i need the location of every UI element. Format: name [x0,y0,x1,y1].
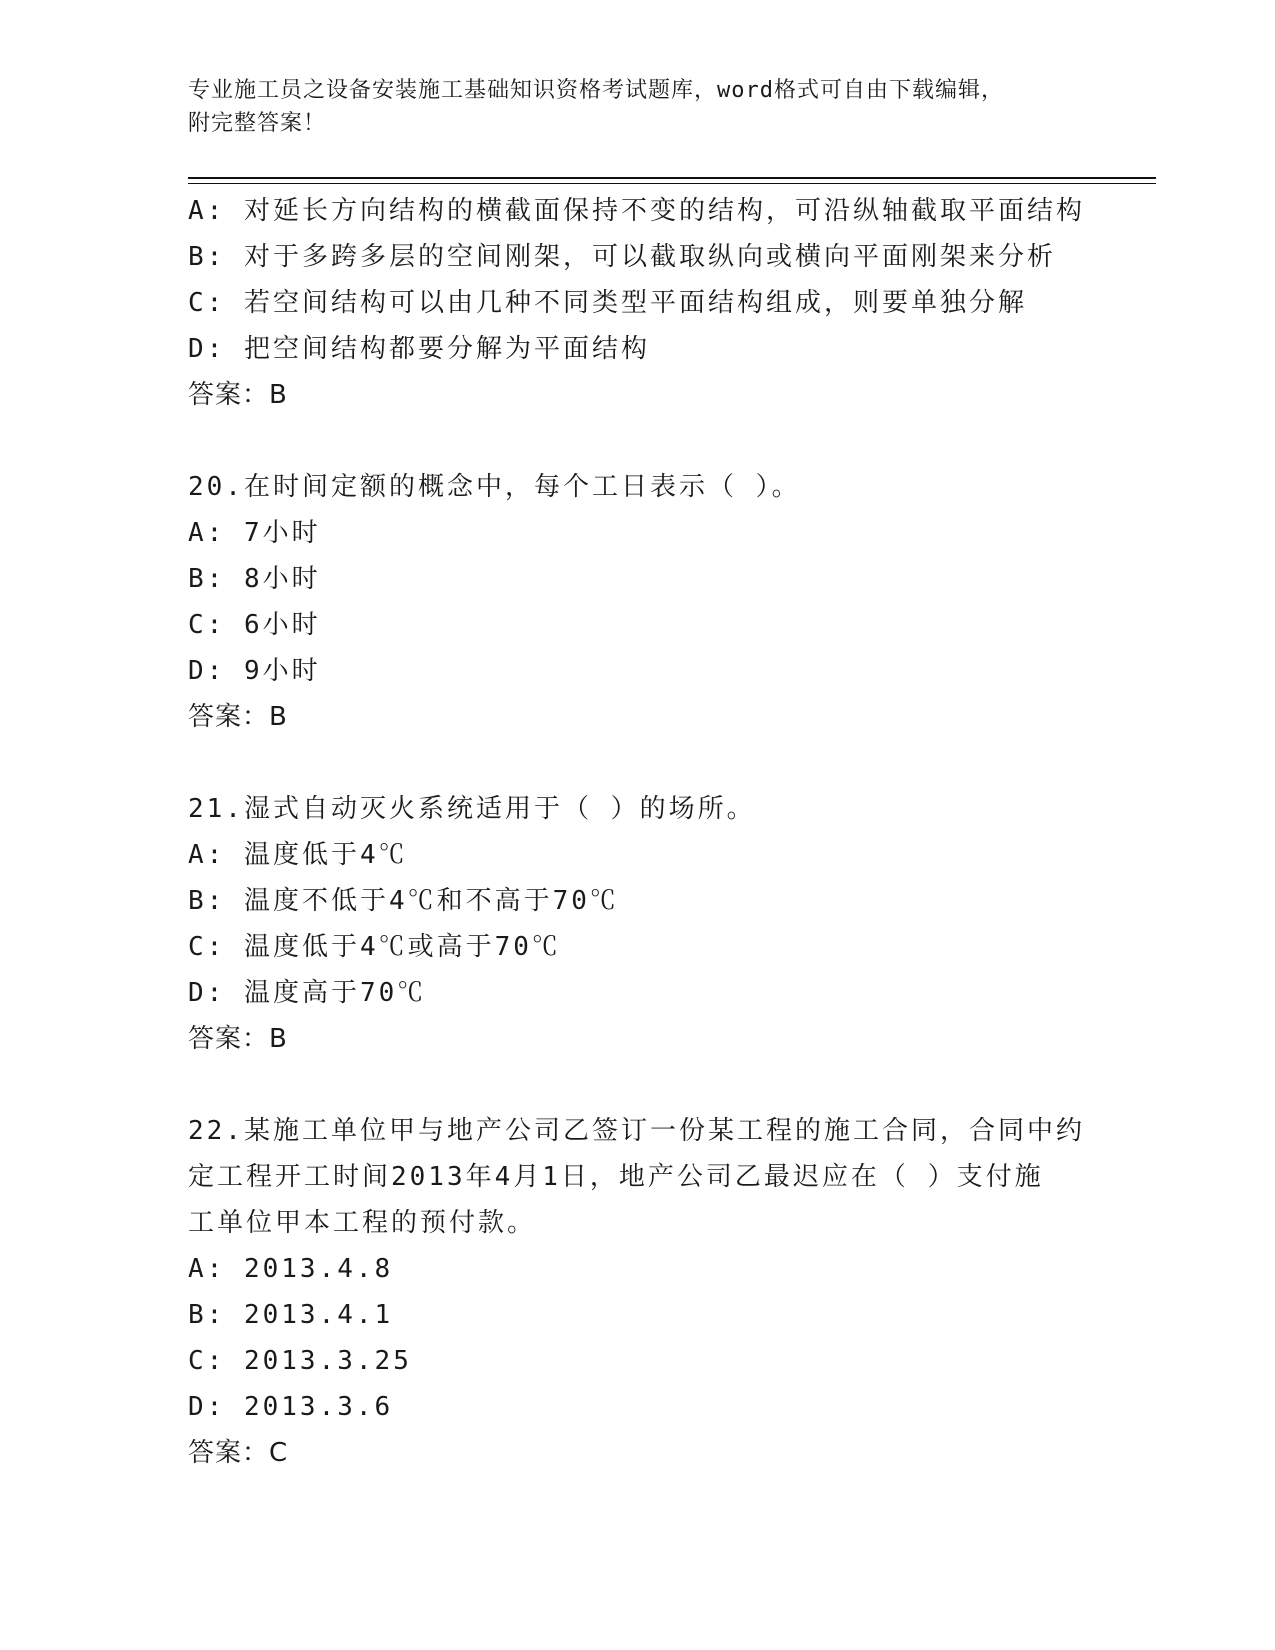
option-b [188,878,1088,924]
option-text: 2013.3.6 [243,1392,394,1422]
option-text: 把空间结构都要分解为平面结构 [243,334,650,364]
option-c [188,924,1088,970]
option-letter: A: [188,1254,226,1284]
option-letter: C: [188,932,226,962]
option-letter: C: [188,610,226,640]
option-text: 对于多跨多层的空间刚架，可以截取纵向或横向平面刚架来分析 [243,242,1056,272]
option-letter: A: [188,518,226,548]
answer-line: 答案：C [188,1438,289,1468]
option-letter: D: [188,656,226,686]
option-letter: D: [188,334,226,364]
option-text: 2013.4.8 [243,1254,394,1284]
option-letter: B: [188,1300,226,1330]
option-d [188,326,1088,372]
question-text: 21.湿式自动灭火系统适用于（ ）的场所。 [188,794,756,824]
option-letter: B: [188,242,226,272]
option-text: 7小时 [243,518,321,548]
option-d [188,648,1088,694]
option-text: 温度不低于4℃和不高于70℃ [243,886,619,916]
option-text: 温度低于4℃或高于70℃ [243,932,561,962]
option-a [188,188,1088,234]
answer-line: 答案：B [188,1024,288,1054]
option-c [188,602,1088,648]
question-list [188,188,1088,1476]
option-b [188,556,1088,602]
option-letter: D: [188,978,226,1008]
option-c [188,1338,1088,1384]
option-text: 若空间结构可以由几种不同类型平面结构组成，则要单独分解 [243,288,1027,318]
answer-line: 答案：B [188,702,288,732]
option-b [188,234,1088,280]
question-19 [188,188,1088,418]
question-text-line-1: 22.某施工单位甲与地产公司乙签订一份某工程的施工合同，合同中约 [188,1116,1085,1146]
header-title-line-1: 专业施工员之设备安装施工基础知识资格考试题库，word格式可自由下载编辑， [188,78,1004,103]
option-text: 8小时 [243,564,321,594]
option-letter: B: [188,564,226,594]
option-a [188,832,1088,878]
header-title-line-2: 附完整答案！ [188,111,327,136]
option-text: 9小时 [243,656,321,686]
answer-line: 答案：B [188,380,288,410]
option-text: 温度低于4℃ [243,840,408,870]
option-b [188,1292,1088,1338]
option-letter: B: [188,886,226,916]
option-letter: C: [188,288,226,318]
question-21 [188,786,1088,1062]
question-text-line-2: 定工程开工时间2013年4月1日，地产公司乙最迟应在（ ）支付施 [188,1162,1044,1192]
spacer [188,740,1088,786]
option-d [188,970,1088,1016]
header-divider-thin [188,183,1156,184]
option-letter: D: [188,1392,226,1422]
option-text: 对延长方向结构的横截面保持不变的结构，可沿纵轴截取平面结构 [243,196,1085,226]
document-header [188,74,1088,140]
question-text-line-3: 工单位甲本工程的预付款。 [188,1208,537,1238]
option-letter: A: [188,840,226,870]
question-text: 20.在时间定额的概念中，每个工日表示（ ）。 [188,472,801,502]
question-22 [188,1108,1088,1476]
option-text: 2013.4.1 [243,1300,394,1330]
option-text: 2013.3.25 [243,1346,412,1376]
spacer [188,1062,1088,1108]
question-20 [188,464,1088,740]
option-letter: A: [188,196,226,226]
option-text: 温度高于70℃ [243,978,427,1008]
option-letter: C: [188,1346,226,1376]
option-d [188,1384,1088,1430]
option-a [188,1246,1088,1292]
option-text: 6小时 [243,610,321,640]
spacer [188,418,1088,464]
header-divider-thick [188,177,1156,179]
option-a [188,510,1088,556]
option-c [188,280,1088,326]
